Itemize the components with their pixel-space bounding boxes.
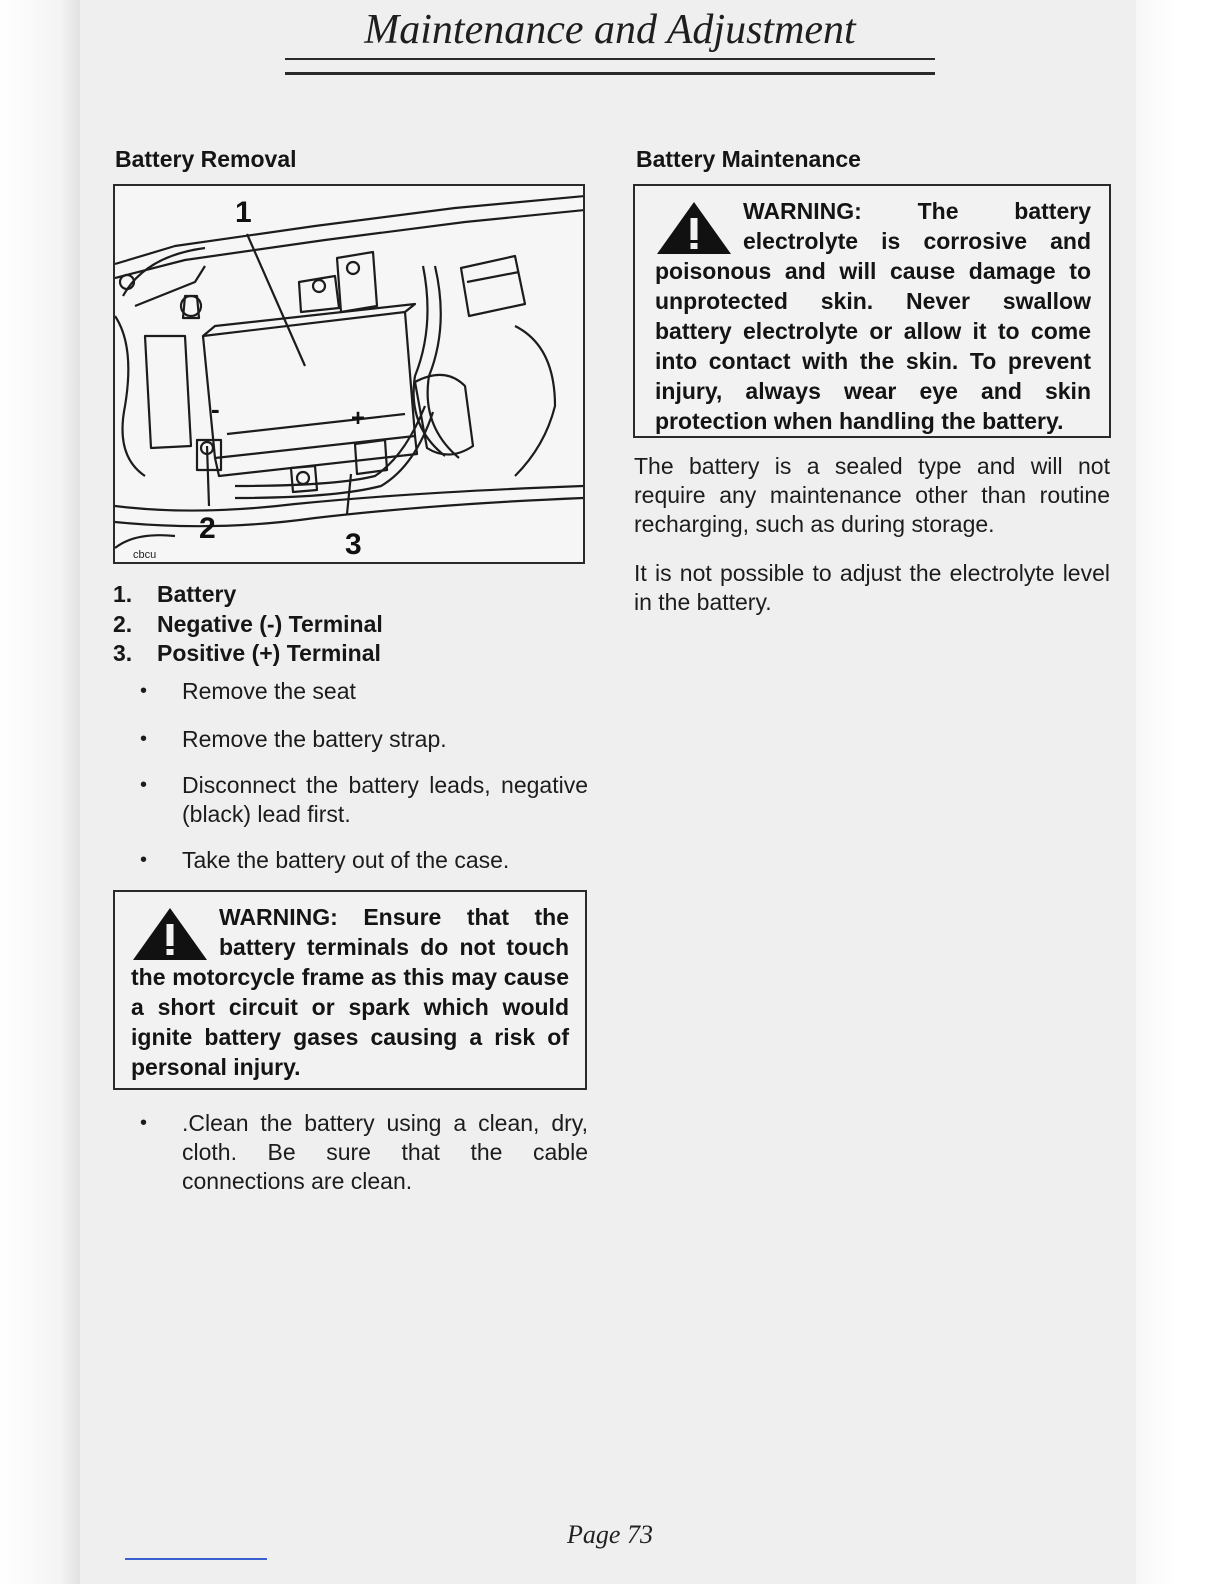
figure-code: cbcu [133, 549, 157, 561]
battery-top-outline [203, 312, 415, 458]
legend-item: 1. Battery [113, 581, 237, 607]
connector-box [461, 256, 525, 316]
battery-maintenance-heading: Battery Maintenance [636, 146, 861, 172]
rear-frame-curve [515, 326, 555, 476]
header-rule-top [285, 58, 935, 60]
corner-tab [115, 535, 175, 548]
scan-margin-right [1136, 0, 1224, 1584]
bullet-remove-seat: • Remove the seat [140, 678, 356, 704]
callout-leader-1 [247, 234, 305, 366]
side-panel-outline [145, 336, 191, 448]
side-cover-outline [115, 316, 145, 476]
legend-item: 2. Negative (-) Terminal [113, 610, 383, 637]
page-number: Page 73 [567, 1520, 653, 1549]
bullet-take-battery-out: • Take the battery out of the case. [140, 847, 510, 873]
battery-terminal-rail [227, 414, 405, 434]
bullet-remove-strap: • Remove the battery strap. [140, 726, 447, 752]
callout-leader-2 [207, 446, 209, 506]
header-rule-bottom [285, 72, 935, 75]
warning-text-electrolyte: WARNING: The battery electrolyte is corrosive and poisonous and will cause damage to unprotected skin. Never swallow battery electrolyte or allow it to come into contact with the skin. To prevent injury, always wear eye and skin protection when handling the battery. [655, 198, 1091, 434]
warning-box-terminals [113, 890, 587, 1090]
link-underline-decoration [125, 1558, 267, 1560]
maintenance-paragraph-1: The battery is a sealed type and will not require any maintenance other than routine recharging, such as during storage. [634, 453, 1110, 537]
figure-legend [113, 580, 593, 669]
scan-margin-left [0, 0, 80, 1584]
callout-2-label: 2 [199, 512, 216, 545]
clamp-block [291, 466, 317, 492]
legend-item: 3. Positive (+) Terminal [113, 640, 381, 666]
frame-bracket-line [135, 266, 205, 306]
battery-removal-heading: Battery Removal [115, 146, 297, 172]
battery-minus-sign: - [211, 394, 220, 424]
bullet-dot-icon: • [140, 728, 148, 750]
relay-bolt [347, 262, 359, 274]
battery-diagram-svg [115, 186, 583, 562]
wire-harness [428, 266, 459, 458]
battery-plus-sign: + [351, 405, 366, 432]
relay-box [337, 252, 377, 312]
bullet-clean-battery: • .Clean the battery using a clean, dry, cloth. Be sure that the cable connections are clean. [140, 1110, 588, 1194]
maintenance-paragraph-2: It is not possible to adjust the electrolyte level in the battery. [634, 560, 1110, 615]
warning-triangle-icon [131, 906, 209, 962]
callout-1-label: 1 [235, 196, 252, 229]
bullet-dot-icon: • [140, 774, 148, 796]
bullet-dot-icon: • [140, 849, 148, 871]
warning-triangle-icon [655, 200, 733, 256]
bullet-dot-icon: • [140, 680, 148, 702]
warning-box-electrolyte [633, 184, 1111, 438]
callout-3-label: 3 [345, 528, 362, 561]
clamp-bolt [297, 472, 309, 484]
fuse-block [299, 276, 339, 312]
bullet-disconnect-leads: • Disconnect the battery leads, negative (black) lead first. [140, 772, 588, 827]
warning-text-terminals: WARNING: Ensure that the battery terminals do not touch the motorcycle frame as this may cause a short circuit or spark which would ignite battery gases causing a risk of personal injury. [131, 904, 569, 1080]
page-header-title: Maintenance and Adjustment [364, 7, 856, 53]
fuse-bolt [313, 280, 325, 292]
frame-tube-line [115, 196, 583, 264]
connector-box-edge [467, 272, 519, 282]
battery-diagram [113, 184, 585, 564]
bullet-dot-icon: • [140, 1112, 148, 1134]
